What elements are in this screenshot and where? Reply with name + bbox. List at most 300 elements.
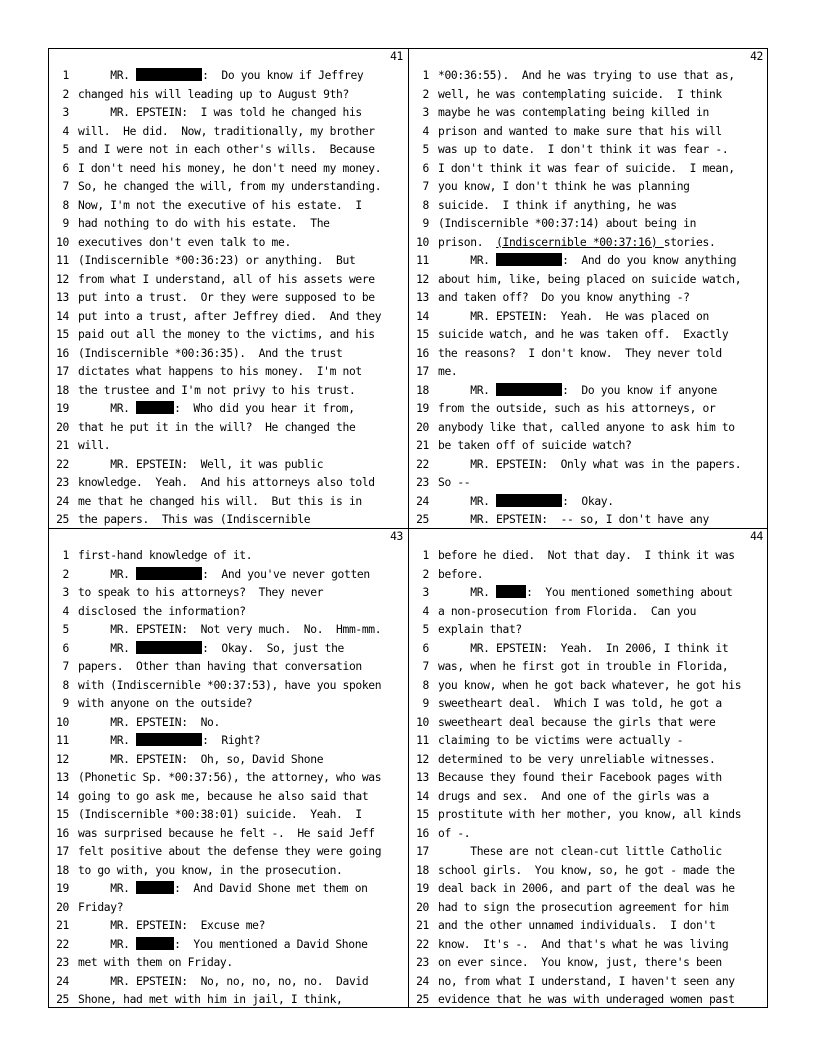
text-segment: MR. <box>438 383 497 397</box>
transcript-line <box>409 437 768 456</box>
transcript-line <box>409 973 768 992</box>
line-number: 2 <box>62 567 69 581</box>
line-text <box>438 973 766 992</box>
text-segment: Friday? <box>78 900 124 914</box>
transcript-line <box>409 511 768 530</box>
line-number: 16 <box>416 826 429 840</box>
line-text <box>78 86 406 105</box>
line-number: 22 <box>56 457 69 471</box>
redaction-block <box>496 253 562 266</box>
text-segment: about him, like, being placed on suicide watch, <box>438 272 742 286</box>
line-text <box>438 640 766 659</box>
transcript-line <box>49 991 408 1010</box>
line-number: 24 <box>416 494 429 508</box>
line-number: 15 <box>56 808 69 821</box>
text-segment: : Who did you hear it from, <box>174 402 355 415</box>
line-number: 13 <box>416 291 429 304</box>
line-number: 7 <box>62 660 69 673</box>
transcript-line <box>49 917 408 936</box>
line-number: 17 <box>416 845 429 858</box>
redaction-block <box>136 881 174 894</box>
line-number: 21 <box>56 919 69 932</box>
transcript-line <box>409 954 768 973</box>
line-number: 19 <box>416 882 429 895</box>
line-number: 16 <box>56 826 69 840</box>
line-number: 7 <box>62 180 69 193</box>
transcript-line <box>409 363 768 382</box>
line-text <box>438 456 766 475</box>
transcript-line <box>409 584 768 603</box>
line-text <box>78 973 406 992</box>
text-segment: going to go ask me, because he also said that <box>78 789 369 803</box>
transcript-line <box>409 843 768 862</box>
line-number: 4 <box>422 124 429 138</box>
line-text <box>78 252 406 271</box>
text-segment: (Indiscernible *00:36:35). And the trust <box>78 346 343 360</box>
transcript-line <box>49 474 408 493</box>
transcript-line <box>49 215 408 234</box>
page-44 <box>409 529 768 1008</box>
text-segment: : And do you know anything <box>562 254 737 267</box>
line-number: 1 <box>62 69 69 82</box>
line-number: 12 <box>416 272 429 286</box>
text-segment: met with them on Friday. <box>78 956 233 969</box>
line-number: 14 <box>416 789 429 803</box>
transcript-line <box>49 566 408 585</box>
text-segment: (Indiscernible *00:38:01) suicide. Yeah. I <box>78 808 362 821</box>
line-text <box>438 86 766 105</box>
line-text <box>78 363 406 382</box>
line-text <box>438 825 766 844</box>
text-segment: MR. <box>78 882 137 895</box>
transcript-line <box>409 991 768 1010</box>
text-segment: : Do you know if Jeffrey <box>202 69 364 82</box>
line-text <box>78 141 406 160</box>
text-segment: was surprised because he felt -. He said Jeff <box>78 826 375 840</box>
transcript-line <box>49 308 408 327</box>
line-number: 20 <box>56 900 69 914</box>
text-segment: knowledge. Yeah. And his attorneys also told <box>78 476 375 489</box>
transcript-line <box>49 437 408 456</box>
text-segment: evidence that he was with underaged women past <box>438 993 735 1006</box>
line-number: 19 <box>416 402 429 415</box>
text-segment: : Okay. <box>562 494 614 508</box>
text-segment: MR. EPSTEIN: Yeah. In 2006, I think it <box>438 641 729 655</box>
redaction-block <box>496 585 526 598</box>
transcript-line <box>409 806 768 825</box>
transcript-sheet <box>48 48 768 1008</box>
line-number: 8 <box>422 678 429 692</box>
line-text <box>438 695 766 714</box>
line-text <box>78 123 406 142</box>
line-number: 25 <box>56 993 69 1006</box>
transcript-line <box>409 640 768 659</box>
text-segment: MR. EPSTEIN: Yeah. He was placed on <box>438 309 709 323</box>
line-text <box>78 843 406 862</box>
redaction-block <box>496 494 562 507</box>
line-text <box>78 456 406 475</box>
text-segment: from what I understand, all of his assets were <box>78 272 375 286</box>
text-segment: So, he changed the will, from my understanding. <box>78 180 382 193</box>
text-segment: from the outside, such as his attorneys, or <box>438 402 716 415</box>
line-number: 10 <box>416 235 429 249</box>
transcript-line <box>409 271 768 290</box>
line-text <box>78 67 406 86</box>
transcript-line <box>49 862 408 881</box>
line-text <box>438 936 766 955</box>
line-text <box>438 991 766 1010</box>
text-segment: (Indiscernible *00:36:23) or anything. But <box>78 254 356 267</box>
text-segment: MR. <box>78 69 137 82</box>
line-text <box>78 769 406 788</box>
text-segment: suicide. I think if anything, he was <box>438 198 677 212</box>
transcript-lines <box>409 547 768 1010</box>
text-segment: had nothing to do with his estate. The <box>78 217 330 230</box>
line-text <box>438 493 766 512</box>
text-segment: first-hand knowledge of it. <box>78 549 253 562</box>
text-segment: MR. <box>78 567 137 581</box>
transcript-line <box>409 751 768 770</box>
transcript-line <box>49 825 408 844</box>
line-number: 23 <box>56 956 69 969</box>
text-segment: I don't need his money, he don't need my money. <box>78 161 382 175</box>
text-segment: Shone, had met with him in jail, I think, <box>78 993 343 1006</box>
transcript-line <box>409 677 768 696</box>
line-number: 1 <box>422 549 429 562</box>
line-number: 3 <box>422 106 429 119</box>
line-text <box>78 862 406 881</box>
transcript-line <box>49 419 408 438</box>
text-segment: So -- <box>438 476 471 489</box>
line-number: 16 <box>56 346 69 360</box>
text-segment: MR. EPSTEIN: Oh, so, David Shone <box>78 752 324 766</box>
line-number: 12 <box>56 272 69 286</box>
text-segment: : And David Shone met them on <box>174 882 368 895</box>
page-number: 41 <box>390 50 403 63</box>
line-text <box>78 400 406 419</box>
transcript-lines <box>409 67 768 530</box>
transcript-line <box>409 732 768 751</box>
text-segment: prison. <box>438 235 497 249</box>
text-segment: drugs and sex. And one of the girls was a <box>438 789 709 803</box>
line-number: 15 <box>416 328 429 341</box>
text-segment: dictates what happens to his money. I'm not <box>78 365 362 378</box>
line-text <box>438 621 766 640</box>
line-text <box>438 769 766 788</box>
line-number: 21 <box>416 439 429 452</box>
line-number: 20 <box>416 900 429 914</box>
redaction-block <box>136 937 174 950</box>
line-number: 14 <box>56 309 69 323</box>
text-segment: the papers. This was (Indiscernible <box>78 513 311 526</box>
text-segment: *00:36:55). And he was trying to use that as, <box>438 69 735 82</box>
redaction-block <box>136 68 202 81</box>
line-number: 15 <box>416 808 429 821</box>
line-number: 14 <box>416 309 429 323</box>
line-number: 5 <box>62 623 69 636</box>
text-segment: MR. <box>438 254 497 267</box>
transcript-line <box>409 603 768 622</box>
text-segment: prison and wanted to make sure that his will <box>438 124 722 138</box>
transcript-line <box>49 382 408 401</box>
text-segment: sweetheart deal. Which I was told, he got a <box>438 697 722 710</box>
line-number: 23 <box>416 956 429 969</box>
transcript-line <box>409 197 768 216</box>
text-segment: the trustee and I'm not privy to his trust. <box>78 383 356 397</box>
text-segment: to speak to his attorneys? They never <box>78 586 324 599</box>
transcript-line <box>409 308 768 327</box>
line-text <box>438 547 766 566</box>
line-text <box>438 289 766 308</box>
transcript-line <box>409 493 768 512</box>
text-segment: was, when he first got in trouble in Florida, <box>438 660 729 673</box>
text-segment: the reasons? I don't know. They never told <box>438 346 722 360</box>
text-segment: MR. <box>438 494 497 508</box>
transcript-line <box>49 806 408 825</box>
line-text <box>78 584 406 603</box>
transcript-line <box>49 695 408 714</box>
line-number: 22 <box>416 457 429 471</box>
line-text <box>438 899 766 918</box>
line-number: 3 <box>422 586 429 599</box>
text-segment: me that he changed his will. But this is in <box>78 494 362 508</box>
line-text <box>78 991 406 1010</box>
transcript-line <box>409 788 768 807</box>
text-segment: : You mentioned a David Shone <box>174 937 368 951</box>
line-number: 8 <box>62 678 69 692</box>
line-text <box>438 400 766 419</box>
text-segment: paid out all the money to the victims, and his <box>78 328 375 341</box>
line-text <box>438 345 766 364</box>
transcript-line <box>49 547 408 566</box>
line-text <box>78 345 406 364</box>
text-segment: MR. <box>438 586 497 599</box>
transcript-line <box>409 178 768 197</box>
line-text <box>78 234 406 253</box>
line-text <box>78 936 406 955</box>
transcript-line <box>409 289 768 308</box>
line-text <box>78 382 406 401</box>
line-number: 25 <box>416 993 429 1006</box>
text-segment: will. <box>78 439 111 452</box>
line-text <box>438 271 766 290</box>
text-segment: put into a trust. Or they were supposed to be <box>78 291 375 304</box>
line-text <box>438 843 766 862</box>
line-text <box>438 123 766 142</box>
line-number: 17 <box>56 845 69 858</box>
page-42 <box>409 49 768 528</box>
line-text <box>78 474 406 493</box>
line-number: 11 <box>56 734 69 747</box>
line-number: 6 <box>62 161 69 175</box>
transcript-line <box>49 769 408 788</box>
transcript-line <box>49 899 408 918</box>
line-text <box>78 658 406 677</box>
page-41 <box>49 49 408 528</box>
transcript-line <box>49 936 408 955</box>
line-number: 4 <box>62 124 69 138</box>
transcript-line <box>49 954 408 973</box>
line-number: 2 <box>422 567 429 581</box>
line-text <box>78 880 406 899</box>
text-segment: with (Indiscernible *00:37:53), have you spoken <box>78 678 382 692</box>
text-segment: I don't think it was fear of suicide. I mean, <box>438 161 735 175</box>
line-number: 9 <box>62 217 69 230</box>
line-text <box>78 160 406 179</box>
text-segment: you know, when he got back whatever, he got his <box>438 678 742 692</box>
line-text <box>438 603 766 622</box>
text-segment: MR. EPSTEIN: -- so, I don't have any <box>438 513 709 526</box>
transcript-line <box>409 862 768 881</box>
line-text <box>78 547 406 566</box>
line-number: 18 <box>56 383 69 397</box>
text-segment: : You mentioned something about <box>526 586 733 599</box>
line-text <box>438 419 766 438</box>
redaction-block <box>496 383 562 396</box>
transcript-line <box>49 677 408 696</box>
text-segment: sweetheart deal because the girls that were <box>438 715 716 729</box>
text-segment: Because they found their Facebook pages with <box>438 771 722 784</box>
transcript-line <box>49 160 408 179</box>
line-text <box>438 437 766 456</box>
line-number: 25 <box>416 513 429 526</box>
line-text <box>438 862 766 881</box>
line-number: 23 <box>56 476 69 489</box>
text-segment: and I were not in each other's wills. Because <box>78 143 375 156</box>
line-text <box>78 954 406 973</box>
transcript-line <box>409 936 768 955</box>
text-segment: MR. EPSTEIN: Excuse me? <box>78 919 266 932</box>
row-divider <box>49 528 767 529</box>
transcript-line <box>49 880 408 899</box>
line-number: 24 <box>56 974 69 988</box>
transcript-line <box>49 973 408 992</box>
transcript-line <box>49 86 408 105</box>
transcript-line <box>49 658 408 677</box>
line-text <box>78 825 406 844</box>
transcript-line <box>409 400 768 419</box>
text-segment: me. <box>438 365 458 378</box>
line-text <box>438 714 766 733</box>
text-segment: be taken off of suicide watch? <box>438 439 632 452</box>
text-segment: (Indiscernible *00:37:14) about being in <box>438 217 697 230</box>
line-number: 14 <box>56 789 69 803</box>
redaction-block <box>136 401 174 414</box>
transcript-line <box>49 621 408 640</box>
line-number: 13 <box>56 771 69 784</box>
text-segment: papers. Other than having that conversation <box>78 660 362 673</box>
transcript-line <box>409 566 768 585</box>
line-number: 12 <box>416 752 429 766</box>
transcript-line <box>49 326 408 345</box>
line-text <box>78 621 406 640</box>
line-number: 13 <box>416 771 429 784</box>
line-number: 25 <box>56 513 69 526</box>
line-number: 6 <box>422 161 429 175</box>
transcript-line <box>49 843 408 862</box>
line-number: 10 <box>416 715 429 729</box>
line-text <box>78 178 406 197</box>
line-text <box>78 714 406 733</box>
line-text <box>438 308 766 327</box>
text-segment: know. It's -. And that's what he was living <box>438 937 729 951</box>
line-number: 23 <box>416 476 429 489</box>
line-number: 12 <box>56 752 69 766</box>
redaction-block <box>136 641 202 654</box>
text-segment: you know, I don't think he was planning <box>438 180 690 193</box>
line-text <box>78 215 406 234</box>
transcript-line <box>409 123 768 142</box>
text-segment: maybe he was contemplating being killed in <box>438 106 709 119</box>
transcript-line <box>409 141 768 160</box>
transcript-line <box>409 326 768 345</box>
transcript-line <box>49 714 408 733</box>
transcript-line <box>49 271 408 290</box>
text-segment: : Right? <box>202 734 261 747</box>
text-segment: MR. EPSTEIN: Well, it was public <box>78 457 324 471</box>
line-text <box>78 437 406 456</box>
line-number: 17 <box>416 365 429 378</box>
line-text <box>438 788 766 807</box>
line-number: 11 <box>416 734 429 747</box>
page-number: 42 <box>750 50 763 63</box>
line-text <box>438 511 766 530</box>
transcript-line <box>49 732 408 751</box>
line-text <box>78 640 406 659</box>
text-segment: well, he was contemplating suicide. I think <box>438 87 722 101</box>
transcript-line <box>49 363 408 382</box>
transcript-lines <box>49 67 408 530</box>
text-segment: school girls. You know, so, he got - made the <box>438 863 735 877</box>
transcript-line <box>409 252 768 271</box>
line-number: 1 <box>422 69 429 82</box>
line-text <box>78 511 406 530</box>
transcript-line <box>49 123 408 142</box>
line-text <box>438 474 766 493</box>
line-text <box>78 289 406 308</box>
line-number: 13 <box>56 291 69 304</box>
line-text <box>78 677 406 696</box>
text-segment: MR. EPSTEIN: Only what was in the papers. <box>438 457 742 471</box>
line-number: 21 <box>56 439 69 452</box>
text-segment: before. <box>438 567 484 581</box>
transcript-line <box>409 474 768 493</box>
text-segment: on ever since. You know, just, there's been <box>438 956 722 969</box>
text-segment: MR. <box>78 937 137 951</box>
line-text <box>438 917 766 936</box>
text-segment: felt positive about the defense they were going <box>78 845 382 858</box>
text-segment: MR. EPSTEIN: No, no, no, no, no. David <box>78 974 369 988</box>
line-text <box>78 751 406 770</box>
text-segment: with anyone on the outside? <box>78 697 253 710</box>
line-number: 20 <box>56 420 69 434</box>
line-number: 8 <box>62 198 69 212</box>
transcript-line <box>49 751 408 770</box>
line-number: 19 <box>56 882 69 895</box>
text-segment: anybody like that, called anyone to ask him to <box>438 420 735 434</box>
transcript-line <box>49 400 408 419</box>
text-segment: : And you've never gotten <box>202 567 370 581</box>
line-text <box>438 751 766 770</box>
line-text <box>438 234 766 253</box>
text-segment: no, from what I understand, I haven't seen any <box>438 974 735 988</box>
transcript-line <box>409 695 768 714</box>
line-text <box>78 603 406 622</box>
line-number: 11 <box>416 254 429 267</box>
transcript-line <box>49 788 408 807</box>
line-number: 2 <box>62 87 69 101</box>
transcript-line <box>409 104 768 123</box>
